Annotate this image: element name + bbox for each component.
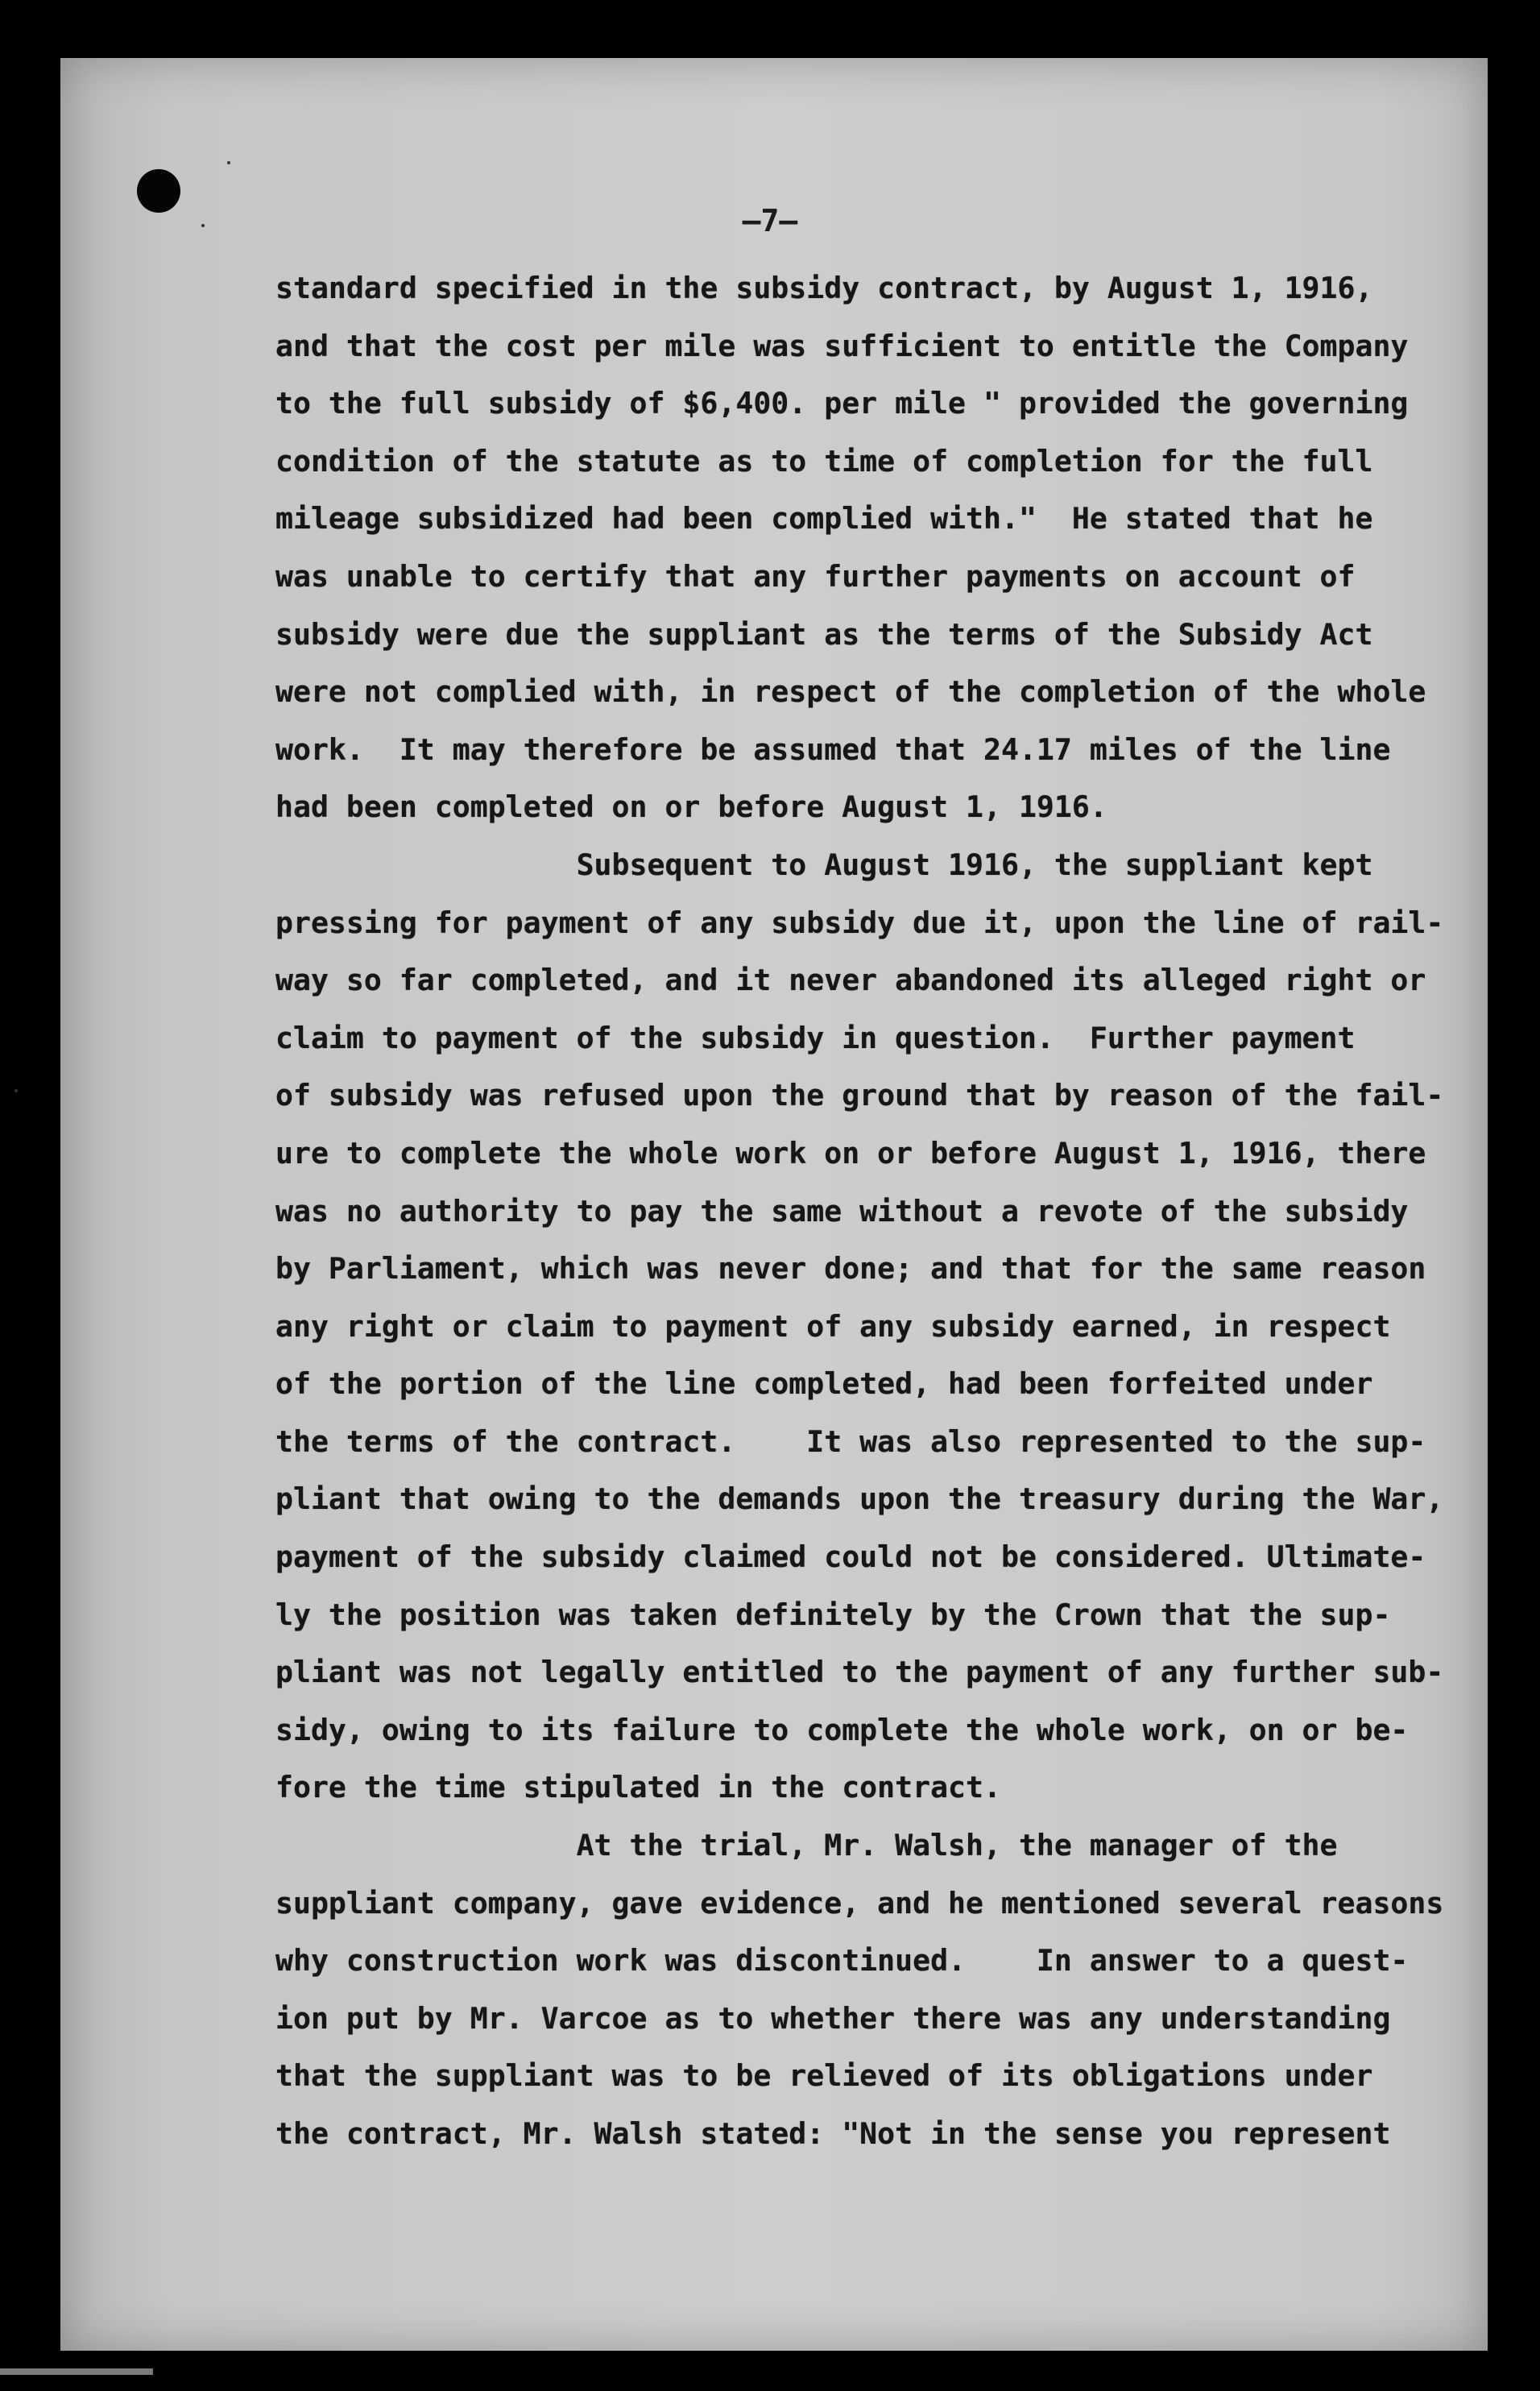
text-line: pliant was not legally entitled to the payment of any further sub- [275, 1655, 1444, 1690]
text-line: claim to payment of the subsidy in question. Further payment [275, 1020, 1356, 1055]
film-edge [0, 2368, 153, 2375]
text-line: condition of the statute as to time of completion for the full [275, 443, 1373, 479]
text-line: by Parliament, which was never done; and that for the same reason [275, 1251, 1426, 1287]
text-line: fore the time stipulated in the contract. [275, 1770, 1001, 1805]
text-line: of the portion of the line completed, had been forfeited under [275, 1366, 1373, 1402]
page-number: —7— [742, 203, 798, 238]
speck [14, 1089, 18, 1092]
text-line: mileage subsidized had been complied with." He stated that he [275, 501, 1373, 537]
text-line: pressing for payment of any subsidy due it, upon the line of rail- [275, 905, 1444, 940]
text-line: the contract, Mr. Walsh stated: "Not in the sense you represent [275, 2116, 1391, 2151]
text-line: was no authority to pay the same without a revote of the subsidy [275, 1193, 1409, 1229]
text-line: to the full subsidy of $6,400. per mile " provided the governing [275, 386, 1409, 421]
text-line: the terms of the contract. It was also represented to the sup- [275, 1423, 1426, 1459]
document-body [275, 259, 1459, 2163]
text-line: and that the cost per mile was sufficient to entitle the Company [275, 328, 1409, 363]
text-line: why construction work was discontinued. In answer to a quest- [275, 1943, 1409, 1979]
text-line: had been completed on or before August 1, 1916. [275, 789, 1107, 825]
text-line: pliant that owing to the demands upon the treasury during the War, [275, 1481, 1444, 1517]
text-line: any right or claim to payment of any subsidy earned, in respect [275, 1308, 1391, 1344]
text-line: Subsequent to August 1916, the suppliant kept [275, 847, 1373, 882]
text-line: were not complied with, in respect of the completion of the whole [275, 674, 1426, 710]
text-line: that the suppliant was to be relieved of its obligations under [275, 2058, 1373, 2094]
text-line: was unable to certify that any further payments on account of [275, 558, 1356, 594]
text-line: At the trial, Mr. Walsh, the manager of the [275, 1828, 1338, 1863]
text-line: ion put by Mr. Varcoe as to whether there was any understanding [275, 2000, 1391, 2036]
text-line: suppliant company, gave evidence, and he mentioned several reasons [275, 1885, 1444, 1921]
text-line: ly the position was taken definitely by the Crown that the sup- [275, 1597, 1391, 1632]
text-line: sidy, owing to its failure to complete the whole work, on or be- [275, 1712, 1409, 1747]
text-line: standard specified in the subsidy contract, by August 1, 1916, [275, 271, 1373, 305]
text-line: work. It may therefore be assumed that 24.17 miles of the line [275, 731, 1391, 767]
speck [227, 161, 230, 164]
text-line: payment of the subsidy claimed could not be considered. Ultimate- [275, 1539, 1426, 1575]
text-line: way so far completed, and it never abandoned its alleged right or [275, 963, 1426, 998]
text-line: subsidy were due the suppliant as the terms of the Subsidy Act [275, 616, 1373, 652]
text-line: of subsidy was refused upon the ground that by reason of the fail- [275, 1078, 1444, 1113]
text-line: ure to complete the whole work on or before August 1, 1916, there [275, 1135, 1426, 1171]
